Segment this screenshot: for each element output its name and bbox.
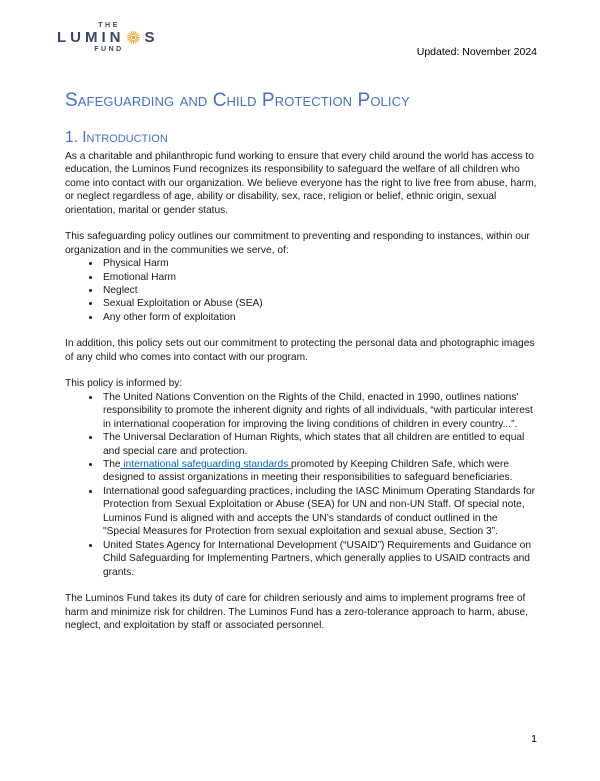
list-item: • Sexual Exploitation or Abuse (SEA) (101, 297, 537, 310)
list-item: • International good safeguarding practices, including the IASC Minimum Operating Standards for Protection from Sexual Exploitation or Abuse (SEA) for UN and non-UN Staff. Of special note, Luminos Fund is aligned with and accepts the UN’s standards of conduct outlined in the "Special Measures for Protection from sexual exploitation and sexual abuse, Section 3”. (101, 485, 537, 539)
list-item: • Physical Harm (101, 257, 537, 270)
paragraph-intro: As a charitable and philanthropic fund working to ensure that every child around the world has access to education, the Luminos Fund recognizes its responsibility to safeguard the welfare of all children who come into contact with our organization. We believe everyone has the right to live free from abuse, harm, or neglect regardless of age, ability or disability, sex, race, religion or belief, ethnic origin, sexual orientation, marital or gender status. (65, 150, 537, 216)
informed-by-list (65, 391, 537, 579)
section-heading-introduction: 1. Introduction (65, 128, 168, 146)
list-item: • The Universal Declaration of Human Rights, which states that all children are entitled to equal and special care and protection. (101, 431, 537, 458)
page-number: 1 (531, 733, 537, 745)
international-safeguarding-standards-link[interactable]: international safeguarding standards (120, 459, 292, 470)
logo-text-lumin: LUMIN (57, 28, 125, 46)
document-header (57, 14, 537, 60)
list-item: • The United Nations Convention on the Rights of the Child, enacted in 1990, outlines nations' responsibility to promote the inherent dignity and rights of all individuals, “with particular interest in international cooperation for improving the living conditions of children in every country...”. (101, 391, 537, 431)
harm-types-list (65, 257, 537, 324)
document-body (65, 150, 537, 633)
list-item: • The international safeguarding standards promoted by Keeping Children Safe, which were designed to assist organizations in meeting their responsibilities to safeguard beneficiaries. (101, 458, 537, 485)
list-item: • Neglect (101, 284, 537, 297)
logo-text-fund: FUND (94, 45, 124, 53)
paragraph-addition: In addition, this policy sets out our commitment to protecting the personal data and photographic images of any child who comes into contact with our program. (65, 338, 535, 363)
logo-text-the: THE (98, 21, 120, 29)
paragraph-commitment-lead: This safeguarding policy outlines our commitment to preventing and responding to instances, within our organization and in the communities we serve, of: (65, 231, 530, 256)
paragraph-zero-tolerance: The Luminos Fund takes its duty of care for children seriously and aims to implement programs free of harm and minimize risk for children. The Luminos Fund has a zero-tolerance approach to harm, abuse, neglect, and exploitation by staff or associated personnel. (65, 593, 529, 631)
list-item: • United States Agency for International Development (“USAID”) Requirements and Guidance on Child Safeguarding for Implementing Partners, which generally applies to USAID contracts and grants. (101, 539, 537, 579)
list-item: • Emotional Harm (101, 271, 537, 284)
list-item: • Any other form of exploitation (101, 311, 537, 324)
logo-wordmark (57, 30, 159, 45)
updated-date-label: Updated: November 2024 (416, 46, 537, 58)
paragraph-informed-lead: This policy is informed by: (65, 378, 183, 390)
sun-icon (126, 30, 141, 45)
document-title: Safeguarding and Child Protection Policy (65, 90, 410, 111)
luminos-fund-logo (57, 22, 159, 53)
logo-text-s: S (144, 28, 159, 46)
